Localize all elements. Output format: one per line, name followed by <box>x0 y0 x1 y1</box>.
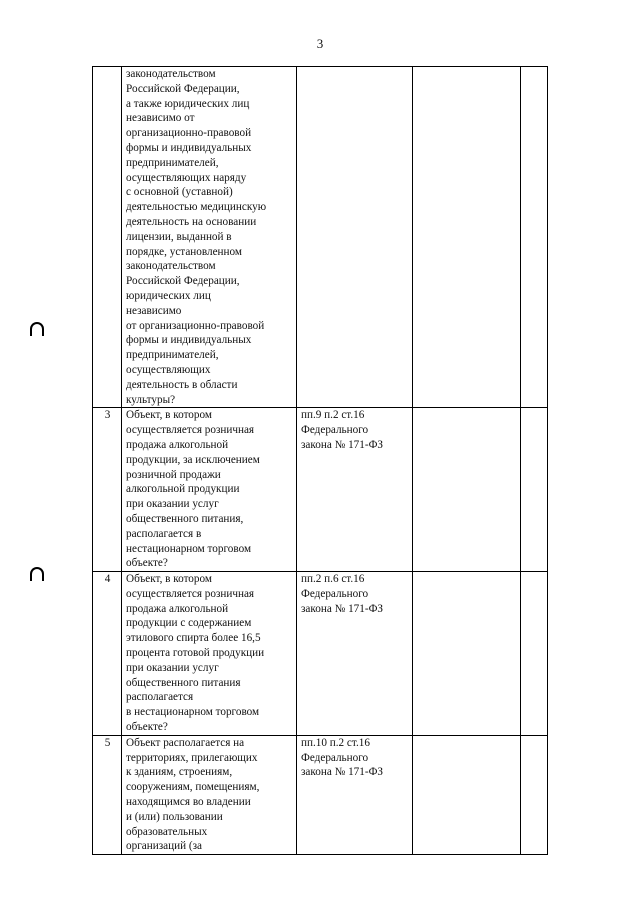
cell-text-line: продажа алкогольной <box>126 602 229 615</box>
empty-cell <box>521 735 548 854</box>
cell-text-line: формы и индивидуальных <box>126 334 252 347</box>
cell-text-line: законодательством <box>126 260 216 273</box>
cell-text-line: продукции с содержанием <box>126 617 252 630</box>
cell-text-line: закона № 171-ФЗ <box>301 766 384 779</box>
empty-cell <box>413 735 521 854</box>
cell-text-line: формы и индивидуальных <box>126 141 252 154</box>
cell-text-line: организаций (за <box>126 840 202 853</box>
object-description-cell <box>122 67 297 408</box>
cell-text-line: пп.9 п.2 ст.16 <box>301 409 365 422</box>
cell-text-line: закона № 171-ФЗ <box>301 438 384 451</box>
margin-arc-mark <box>30 567 44 581</box>
cell-text-line: Федерального <box>301 424 369 437</box>
cell-text-line: общественного питания <box>126 676 241 689</box>
cell-text-line: к зданиям, строениям, <box>126 766 233 779</box>
cell-text-line: предпринимателей, <box>126 349 219 362</box>
cell-text-line: культуры? <box>126 393 176 406</box>
object-description-cell <box>122 572 297 736</box>
cell-text-line: этилового спирта более 16,5 <box>126 632 261 645</box>
cell-text-line: Объект, в котором <box>126 409 212 422</box>
table-row <box>93 408 548 572</box>
cell-text-line: Российской Федерации, <box>126 275 240 288</box>
cell-text-line: деятельность в области <box>126 378 238 391</box>
cell-text-line: общественного питания, <box>126 512 244 525</box>
cell-text-line: Федерального <box>301 751 369 764</box>
cell-text-line: розничной продажи <box>126 468 221 481</box>
cell-text-line: при оказании услуг <box>126 498 219 511</box>
cell-text-line: территориях, прилегающих <box>126 751 258 764</box>
cell-text-line: алкогольной продукции <box>126 483 240 496</box>
cell-text-line: пп.2 п.6 ст.16 <box>301 573 365 586</box>
cell-text-line: находящимся во владении <box>126 796 251 809</box>
cell-text-line: в нестационарном торговом <box>126 706 260 719</box>
empty-cell <box>521 408 548 572</box>
empty-cell <box>413 67 521 408</box>
cell-text-line: Российской Федерации, <box>126 82 240 95</box>
table-row <box>93 572 548 736</box>
cell-text-line: процента готовой продукции <box>126 647 265 660</box>
empty-cell <box>521 572 548 736</box>
row-number-cell: 5 <box>93 735 122 854</box>
cell-text-line: пп.10 п.2 ст.16 <box>301 736 370 749</box>
cell-text-line: располагается <box>126 691 194 704</box>
cell-text-line: деятельностью медицинскую <box>126 201 267 214</box>
cell-text-line: деятельность на основании <box>126 215 257 228</box>
cell-text-line: нестационарном торговом <box>126 542 252 555</box>
cell-text-line: с основной (уставной) <box>126 186 233 199</box>
cell-text-line: предпринимателей, <box>126 156 219 169</box>
object-description-cell <box>122 408 297 572</box>
cell-text-line: порядке, установленном <box>126 245 242 258</box>
row-number-cell: 3 <box>93 408 122 572</box>
cell-text-line: при оказании услуг <box>126 661 219 674</box>
table-row <box>93 67 548 408</box>
cell-text-line: располагается в <box>126 527 202 540</box>
law-reference-cell <box>297 408 413 572</box>
law-reference-cell <box>297 67 413 408</box>
empty-cell <box>413 572 521 736</box>
cell-text-line: а также юридических лиц <box>126 97 250 110</box>
margin-arc-mark <box>30 322 44 336</box>
table-body <box>93 67 548 855</box>
cell-text-line: Объект располагается на <box>126 736 245 749</box>
cell-text-line: объекте? <box>126 557 168 570</box>
cell-text-line: сооружениям, помещениям, <box>126 781 260 794</box>
cell-text-line: законодательством <box>126 68 216 80</box>
page-number: 3 <box>316 36 324 51</box>
cell-text-line: организационно-правовой <box>126 127 252 140</box>
cell-text-line: независимо <box>126 304 182 317</box>
requirements-table <box>92 66 548 855</box>
table-row <box>93 735 548 854</box>
law-reference-cell <box>297 735 413 854</box>
cell-text-line: Федерального <box>301 587 369 600</box>
cell-text-line: и (или) пользовании <box>126 810 223 823</box>
cell-text-line: продажа алкогольной <box>126 438 229 451</box>
cell-text-line: образовательных <box>126 825 208 838</box>
law-reference-cell <box>297 572 413 736</box>
object-description-cell <box>122 735 297 854</box>
cell-text-line: объекте? <box>126 721 168 734</box>
cell-text-line: осуществляющих наряду <box>126 171 247 184</box>
cell-text-line: от организационно-правовой <box>126 319 265 332</box>
empty-cell <box>413 408 521 572</box>
cell-text-line: осуществляется розничная <box>126 587 255 600</box>
cell-text-line: осуществляющих <box>126 363 211 376</box>
empty-cell <box>521 67 548 408</box>
cell-text-line: независимо от <box>126 112 195 125</box>
cell-text-line: лицензии, выданной в <box>126 230 232 243</box>
cell-text-line: юридических лиц <box>126 289 211 302</box>
cell-text-line: продукции, за исключением <box>126 453 260 466</box>
cell-text-line: закона № 171-ФЗ <box>301 602 384 615</box>
cell-text-line: осуществляется розничная <box>126 424 255 437</box>
cell-text-line: Объект, в котором <box>126 573 212 586</box>
row-number-cell <box>93 67 122 408</box>
row-number-cell: 4 <box>93 572 122 736</box>
